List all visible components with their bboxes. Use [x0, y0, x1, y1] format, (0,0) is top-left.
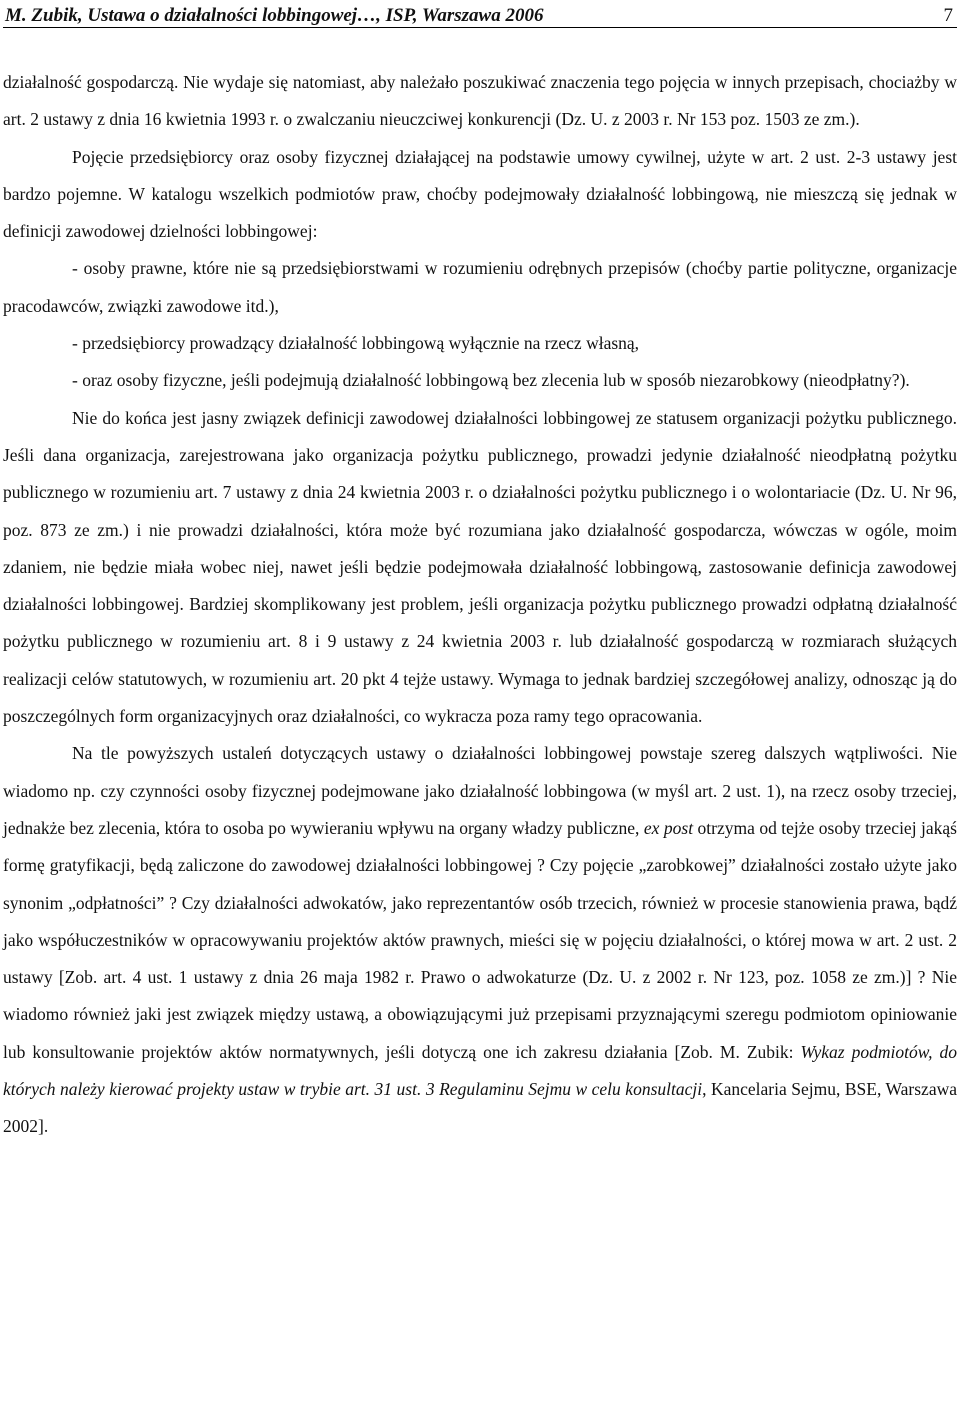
- italic-ex-post: ex post: [643, 817, 694, 838]
- paragraph-1: działalność gospodarczą. Nie wydaje się natomiast, aby należało poszukiwać znaczenia tego pojęcia w innych przepisach, chociażby w art. 2 ustawy z dnia 16 kwietnia 1993 r. o zwalczaniu nieuczciwej konkurencji (Dz. U. z 2003 r. Nr 153 poz. 1503 ze zm.).: [3, 72, 957, 130]
- paragraph-3: Nie do końca jest jasny związek definicji zawodowej działalności lobbingowej ze statusem organizacji pożytku publicznego. Jeśli dana organizacja, zarejestrowana jako organizacja pożytku publicznego, prowadzi jedynie działalność nieodpłatną pożytku publicznego w rozumieniu art. 7 ustawy z dnia 24 kwietnia 2003 r. o działalności pożytku publicznego i o wolontariacie (Dz. U. Nr 96, poz. 873 ze zm.) i nie prowadzi działalności, która może być rozumiana jako działalność gospodarcza, wówczas w ogóle, moim zdaniem, nie będzie miała wobec niej, nawet jeśli będzie podejmowała działalność lobbingową, zastosowanie definicja zawodowej działalności lobbingowej. Bardziej skomplikowany jest problem, jeśli organizacja pożytku publicznego prowadzi odpłatną działalność pożytku publicznego w rozumieniu art. 8 i 9 ustawy z 24 kwietnia 2003 r. lub działalność gospodarczą w rozmiarach służących realizacji celów statutowych, w rozumieniu art. 20 pkt 4 tejże ustawy. Wymaga to jednak bardziej szczegółowej analizy, odnosząc ją do poszczególnych form organizacyjnych oraz działalności, co wykracza poza ramy tego opracowania.: [3, 407, 957, 727]
- page-number: 7: [943, 5, 953, 26]
- list-item-3: - oraz osoby fizyczne, jeśli podejmują działalność lobbingową bez zlecenia lub w sposób niezarobkowy (nieodpłatny?).: [72, 370, 910, 391]
- italic-citation-title: Wykaz podmiotów, do których należy kierować projekty ustaw w trybie art. 31 ust. 3 Regulaminu Sejmu w celu konsultacji: [3, 1041, 957, 1100]
- header-title: M. Zubik, Ustawa o działalności lobbingowej…, ISP, Warszawa 2006: [5, 5, 544, 26]
- list-item-1: - osoby prawne, które nie są przedsiębiorstwami w rozumieniu odrębnych przepisów (choćby partie polityczne, organizacje pracodawców, związki zawodowe itd.),: [3, 258, 957, 316]
- paragraph-4-part-b: otrzyma od tejże osoby trzeciej jakąś formę gratyfikacji, będą zaliczone do zawodowej działalności lobbingowej ? Czy pojęcie „zarobkowej” działalności zostało użyte jako synonim „odpłatności” ? Czy działalności adwokatów, jako reprezentantów osób trzecich, również w procesie stanowienia prawa, bądź jako współuczestników w opracowywaniu projektów aktów prawnych, mieści się w pojęciu działalności, o której mowa w art. 2 ust. 2 ustawy [Zob. art. 4 ust. 1 ustawy z dnia 26 maja 1982 r. Prawo o adwokaturze (Dz. U. z 2002 r. Nr 123, poz. 1058 ze zm.)] ? Nie wiadomo również jaki jest związek między ustawą, a obowiązującymi już przepisami przyznającymi szeregu podmiotom opiniowanie lub konsultowanie projektów aktów normatywnych, jeśli dotyczą one ich zakresu działania [Zob. M. Zubik:: [3, 817, 957, 1062]
- document-body: [3, 64, 957, 1146]
- list-item-2: - przedsiębiorcy prowadzący działalność lobbingową wyłącznie na rzecz własną,: [72, 333, 640, 354]
- paragraph-4: [3, 735, 957, 1145]
- paragraph-2: Pojęcie przedsiębiorcy oraz osoby fizycznej działającej na podstawie umowy cywilnej, użyte w art. 2 ust. 2-3 ustawy jest bardzo pojemne. W katalogu wszelkich podmiotów praw, choćby podejmowały działalność lobbingową, nie mieszczą się jednak w definicji zawodowej dzielności lobbingowej:: [3, 146, 957, 242]
- paragraph-4-part-c: , Kancelaria Sejmu, BSE, Warszawa 2002].: [3, 1079, 958, 1137]
- paragraph-4-part-a: Na tle powyższych ustaleń dotyczących ustawy o działalności lobbingowej powstaje szereg dalszych wątpliwości. Nie wiadomo np. czy czynności osoby fizycznej podejmowane jako działalność lobbingowa (w myśl art. 2 ust. 1), na rzecz osoby trzeciej, jednakże bez zlecenia, która to osoba po wywieraniu wpływu na organy władzy publiczne,: [3, 743, 957, 838]
- running-header: [3, 0, 957, 28]
